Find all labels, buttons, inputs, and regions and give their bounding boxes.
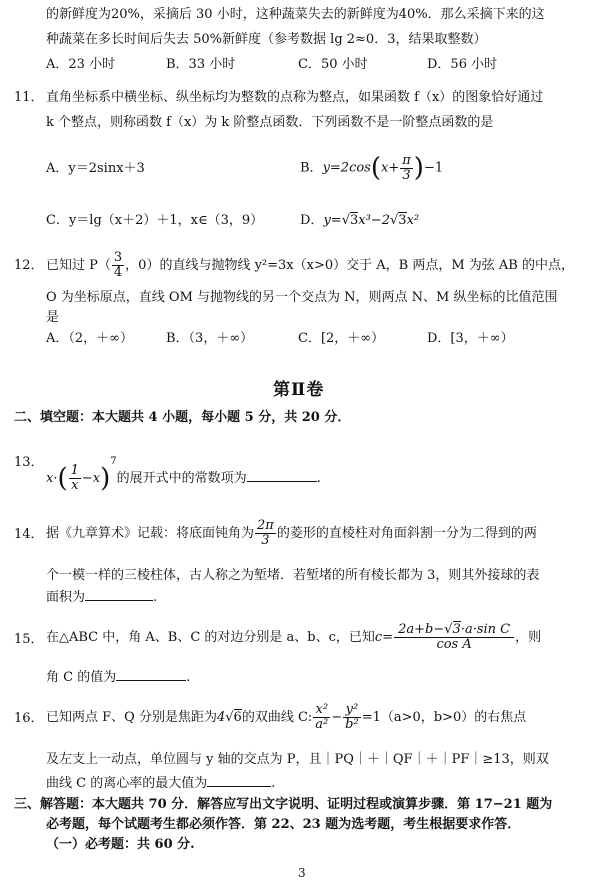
q16-fraction-x bbox=[313, 703, 330, 732]
q13-fraction bbox=[69, 464, 81, 493]
q13-end: . bbox=[316, 471, 321, 486]
q13-text: 的展开式中的常数项为 bbox=[116, 471, 247, 486]
q13-minus-x: −x bbox=[81, 471, 101, 486]
part3-line2: 必考题，每个试题考生都必须作答．第 22、23 题为选考题，考生根据要求作答． bbox=[46, 817, 521, 832]
q11-option-a: A．y＝2sinx＋3 bbox=[46, 161, 145, 176]
q11-line2: k 个整点，则称函数 f（x）为 k 阶整点函数．下列函数不是一阶整点函数的是 bbox=[46, 115, 494, 130]
q15-line1 bbox=[46, 614, 541, 662]
frac-den: cos A bbox=[436, 637, 472, 652]
q15-num-post: ·a·sin C bbox=[460, 622, 511, 637]
q14-line3-text: 面积为 bbox=[46, 590, 86, 605]
q15-number: 15． bbox=[14, 632, 44, 647]
q12-line3: 是 bbox=[46, 310, 60, 325]
sqrt-radicand: 3 bbox=[349, 213, 359, 228]
q16-line3 bbox=[46, 774, 275, 792]
q11-option-b bbox=[300, 148, 443, 192]
q15-num-pre: 2a+b− bbox=[398, 622, 445, 637]
frac-num: y² bbox=[343, 703, 361, 718]
answer-blank[interactable] bbox=[247, 469, 317, 482]
frac-den: b² bbox=[345, 717, 359, 732]
q14-line1-post: 的菱形的直棱柱对角面斜割一分为二得到的两 bbox=[276, 526, 537, 541]
q11-option-b-tail: −1 bbox=[423, 160, 444, 176]
q15-line1-pre: 在△ABC 中，角 A、B、C 的对边分别是 a、b、c，已知 bbox=[46, 630, 375, 645]
q16-minus: − bbox=[331, 710, 343, 725]
q14-line3 bbox=[46, 588, 157, 606]
sqrt-radicand: 3 bbox=[452, 622, 461, 637]
frac-den: 3 bbox=[402, 167, 411, 183]
part3-line3: （一）必考题：共 60 分. bbox=[46, 837, 195, 852]
part2-title: 第Ⅱ卷 bbox=[273, 380, 325, 400]
frac-num: 2π bbox=[257, 518, 274, 533]
q10-line1: 的新鲜度为20%，采摘后 30 小时，这种蔬菜失去的新鲜度为40%．那么采摘下来的这 bbox=[46, 7, 545, 22]
sqrt-radicand: 6 bbox=[233, 710, 242, 725]
frac-num: 1 bbox=[70, 463, 79, 478]
q15-line2-text: 角 C 的值为 bbox=[46, 670, 117, 685]
q16-fraction-y bbox=[343, 703, 361, 732]
paren-open: ( bbox=[57, 463, 68, 494]
q16-line2: 及左支上一动点，单位圆与 y 轴的交点为 P，且｜PQ｜＋｜QF｜＋｜PF｜≥13，则双 bbox=[46, 752, 549, 767]
q11-line1: 直角坐标系中横坐标、纵坐标均为整数的点称为整点，如果函数 f（x）的图象恰好通过 bbox=[46, 90, 544, 105]
q14-line1 bbox=[46, 512, 537, 556]
q11-option-b-label: B． bbox=[300, 160, 323, 176]
q13-exponent: 7 bbox=[110, 456, 117, 467]
q14-fraction bbox=[255, 519, 276, 548]
q12-line1-pre: 已知过 P（ bbox=[46, 258, 111, 273]
frac-den: x bbox=[71, 478, 79, 493]
q16-line1-post: =1（a>0，b>0）的右焦点 bbox=[361, 710, 527, 725]
q11-option-c: C．y＝lg（x＋2）＋1，x∈（3，9） bbox=[46, 213, 264, 228]
q11-option-b-x: x+ bbox=[381, 160, 400, 176]
page-number: 3 bbox=[298, 866, 306, 880]
q16-focal-coef: 4 bbox=[216, 710, 226, 725]
paren-close: ) bbox=[413, 153, 424, 183]
q16-line1-mid: 的双曲线 C: bbox=[241, 710, 313, 725]
frac-den: 4 bbox=[113, 265, 123, 280]
q10-option-a: A．23 小时 bbox=[46, 57, 116, 72]
frac-den: 3 bbox=[261, 533, 270, 548]
q14-line2: 个一模一样的三棱柱体，古人称之为堑堵．若堑堵的所有棱长都为 3，则其外接球的表 bbox=[46, 568, 540, 583]
q10-option-b: B．33 小时 bbox=[166, 57, 236, 72]
frac-den: a² bbox=[315, 717, 329, 732]
q12-line1-post: ，0）的直线与抛物线 y²=3x（x>0）交于 A，B 两点，M 为弦 AB 的中点， bbox=[125, 258, 574, 273]
frac-num: 2a+b−√3·a·sin C bbox=[394, 623, 514, 638]
frac-num: π bbox=[402, 152, 411, 168]
q12-option-a: A．（2，＋∞） bbox=[46, 331, 133, 346]
q13-body bbox=[46, 440, 321, 494]
q12-fraction bbox=[112, 251, 124, 280]
q15-c-eq: c= bbox=[374, 630, 394, 645]
part3-line1: 三、解答题：本大题共 70 分．解答应写出文字说明、证明过程或演算步骤．第 17−21 题为 bbox=[14, 797, 553, 812]
q11-number: 11． bbox=[14, 90, 44, 105]
q11-option-b-func: y=2cos bbox=[322, 160, 371, 176]
q12-line2: O 为坐标原点，直线 OM 与抛物线的另一个交点为 N，则两点 N、M 纵坐标的比值范围 bbox=[46, 290, 558, 305]
q12-line1 bbox=[46, 246, 574, 286]
frac-num: 3 bbox=[113, 250, 123, 265]
q13-number: 13． bbox=[14, 455, 44, 470]
q11-option-b-fraction bbox=[400, 154, 413, 183]
q12-number: 12． bbox=[14, 258, 44, 273]
q10-option-d: D．56 小时 bbox=[427, 57, 498, 72]
q12-option-c: C．[2，＋∞） bbox=[298, 331, 385, 346]
q16-number: 16． bbox=[14, 711, 44, 726]
q16-line3-text: 曲线 C 的离心率的最大值为 bbox=[46, 776, 208, 791]
answer-blank[interactable] bbox=[116, 668, 186, 681]
q14-number: 14． bbox=[14, 527, 44, 542]
paren-open: ( bbox=[370, 153, 382, 183]
q11-option-d-y: y= bbox=[323, 213, 342, 228]
q15-line1-post: ，则 bbox=[515, 630, 542, 645]
q15-fraction bbox=[394, 623, 514, 652]
q11-option-d-tail: x² bbox=[406, 213, 420, 228]
frac-num: x² bbox=[313, 703, 330, 718]
q10-option-c: C．50 小时 bbox=[298, 57, 368, 72]
part2-section-heading: 二、填空题：本大题共 4 小题，每小题 5 分，共 20 分． bbox=[14, 410, 351, 425]
answer-blank[interactable] bbox=[85, 588, 153, 601]
sqrt-radicand: 3 bbox=[398, 213, 407, 228]
q12-option-d: D．[3，＋∞） bbox=[427, 331, 514, 346]
q11-option-d-label: D． bbox=[300, 213, 324, 228]
q12-option-b: B．（3，＋∞） bbox=[166, 331, 254, 346]
q14-line1-pre: 据《九章算术》记载：将底面钝角为 bbox=[46, 526, 255, 541]
q16-line1: 已知两点 F、Q 分别是焦距为4√6的双曲线 C: $\frac{\text{x²}}{\text{a²}}$ − $\frac{\text{y²}}{\text{b²}}$ =1（a>0，b>0）的右焦点 bbox=[46, 702, 527, 732]
q11-option-d: D．y=√3x³−2√3x² bbox=[300, 213, 420, 228]
answer-blank[interactable] bbox=[207, 774, 271, 787]
q14-end: . bbox=[153, 590, 158, 605]
q10-line2: 种蔬菜在多长时间后失去 50%新鲜度（参考数据 lg 2≈0．3，结果取整数） bbox=[46, 32, 487, 47]
q16-line1-pre: 已知两点 F、Q 分别是焦距为 bbox=[46, 710, 217, 725]
q11-option-d-mid: x³−2 bbox=[358, 213, 390, 228]
paren-close: ) bbox=[100, 463, 111, 494]
q16-end: . bbox=[271, 776, 276, 791]
q13-x: x· bbox=[46, 471, 58, 486]
q15-line2 bbox=[46, 668, 190, 686]
q15-end: . bbox=[186, 670, 191, 685]
